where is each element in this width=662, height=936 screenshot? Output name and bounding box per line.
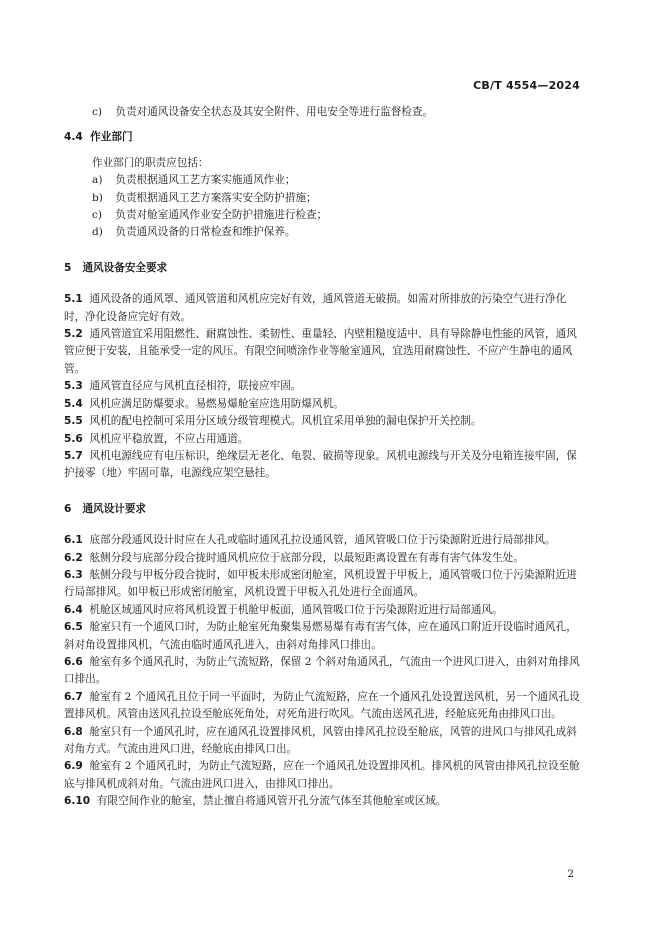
clause-number: 6.6 bbox=[64, 655, 83, 668]
clause-text: 风机电源线应有电压标识，绝缘层无老化、龟裂、破损等现象。风机电源线与开关及分电箱连接牢固，保护接零（地）牢固可靠，电源线应架空悬挂。 bbox=[64, 449, 577, 480]
list-item-text: 负责根据通风工艺方案落实安全防护措施； bbox=[115, 191, 317, 204]
clause-text: 舱室只有一个通风口时，为防止舱室死角聚集易燃易爆有毒有害气体，应在通风口附近开设临时通风孔，斜对角设置排风机，气流由临时通风孔进入，由斜对角排风口排出。 bbox=[64, 621, 577, 651]
list-item-d bbox=[64, 224, 582, 241]
section-number: 5 bbox=[64, 261, 72, 274]
clause-5-2 bbox=[64, 326, 582, 378]
clause-5-3 bbox=[64, 378, 582, 395]
section-number: 6 bbox=[64, 502, 72, 515]
clause-number: 5.5 bbox=[64, 415, 83, 428]
list-item-id: d) bbox=[92, 226, 103, 239]
clause-text: 机舱区域通风时应将风机设置于机舱甲板面，通风管吸口位于污染源附近进行局部通风。 bbox=[89, 603, 503, 616]
section-heading-5 bbox=[64, 260, 582, 277]
clause-text: 风机的配电控制可采用分区域分级管理模式。风机宜采用单独的漏电保护开关控制。 bbox=[89, 415, 482, 428]
clause-number: 6.5 bbox=[64, 621, 83, 634]
clause-text: 底部分段通风设计时应在人孔或临时通风孔拉设通风管，通风管吸口位于污染源附近进行局部排风。 bbox=[89, 534, 556, 547]
clause-text: 舷侧分段与甲板分段合拢时，如甲板未形成密闭舱室，风机设置于甲板上，通风管吸口位于污染源附近进行局部排风。如甲板已形成密闭舱室，风机设置于甲板入孔处进行全面通风。 bbox=[64, 568, 577, 599]
list-item-c bbox=[64, 207, 582, 224]
clause-text: 舱室有多个通风孔时，为防止气流短路，保留 2 个斜对角通风孔，气流由一个进风口进入，由斜对角排风口排出。 bbox=[64, 655, 580, 686]
section-heading-4-4 bbox=[64, 129, 582, 146]
clause-5-4 bbox=[64, 396, 582, 413]
clause-5-1 bbox=[64, 291, 582, 326]
section-title: 作业部门 bbox=[90, 131, 133, 144]
clause-text: 舱室只有一个通风孔时，应在通风孔设置排风机，风管由排风孔拉设至舱底，风管的进风口与排风孔成斜对角方式。气流由进风口进，经舱底由排风口出。 bbox=[64, 725, 577, 755]
list-item-text: 负责对通风设备安全状态及其安全附件、用电安全等进行监督检查。 bbox=[115, 106, 434, 118]
page-number: 2 bbox=[567, 868, 574, 880]
clause-6-5 bbox=[64, 619, 582, 654]
list-item-a bbox=[64, 172, 582, 189]
clause-text: 通风管道宜采用阻燃性、耐腐蚀性、柔韧性、重量轻、内壁粗糙度适中、具有导除静电性能的风管，通风管应便于安装，且能承受一定的风压。有限空间喷涂作业等舱室通风，宜选用耐腐蚀性、不应产生静电的通风管。 bbox=[64, 328, 577, 375]
clause-number: 5.1 bbox=[64, 293, 83, 306]
clause-6-7 bbox=[64, 689, 582, 724]
clause-number: 6.3 bbox=[64, 568, 83, 581]
section-heading-6 bbox=[64, 501, 582, 518]
document-body bbox=[64, 104, 582, 811]
clause-6-1 bbox=[64, 532, 582, 549]
list-item-text: 负责通风设备的日常检查和维护保养。 bbox=[115, 226, 296, 239]
clause-6-2 bbox=[64, 550, 582, 567]
clause-text: 风机应平稳放置，不应占用通道。 bbox=[89, 432, 249, 445]
list-item-b bbox=[64, 190, 582, 207]
clause-number: 5.6 bbox=[64, 432, 83, 445]
clause-5-6 bbox=[64, 431, 582, 448]
list-item-id: c) bbox=[92, 209, 103, 222]
clause-text: 舱室有 2 个通风孔且位于同一平面时，为防止气流短路，应在一个通风孔处设置送风机，另一个通风孔设置排风机。风管由送风孔拉设至舱底死角处，对死角进行吹风。气流由送风孔进，经舱底死角由排风口出。 bbox=[64, 690, 580, 721]
clause-number: 5.4 bbox=[64, 397, 83, 410]
clause-6-6 bbox=[64, 654, 582, 689]
clause-number: 6.1 bbox=[64, 534, 83, 547]
clause-number: 6.8 bbox=[64, 725, 83, 738]
list-item-text: 负责对舱室通风作业安全防护措施进行检查； bbox=[115, 209, 328, 222]
section-number: 4.4 bbox=[64, 131, 83, 144]
clause-5-5 bbox=[64, 413, 582, 430]
clause-text: 有限空间作业的舱室，禁止擅自将通风管开孔分流气体至其他舱室或区域。 bbox=[96, 795, 447, 808]
clause-6-9 bbox=[64, 758, 582, 793]
section-intro: 作业部门的职责应包括： bbox=[92, 156, 209, 169]
standard-code: CB/T 4554—2024 bbox=[473, 79, 580, 92]
clause-number: 5.7 bbox=[64, 449, 83, 462]
clause-number: 6.2 bbox=[64, 551, 83, 564]
clause-6-10 bbox=[64, 793, 582, 810]
clause-number: 6.10 bbox=[64, 795, 91, 808]
clause-text: 通风设备的通风罩、通风管道和风机应完好有效，通风管道无破损。如需对所排放的污染空气进行净化时，净化设备应完好有效。 bbox=[64, 293, 567, 323]
clause-text: 舱室有 2 个通风孔时，为防止气流短路，应在一个通风孔处设置排风机。排风机的风管由排风孔拉设至舱底与排风机成斜对角。气流由进风口进入，由排风口排出。 bbox=[64, 760, 580, 790]
clause-text: 舷侧分段与底部分段合拢时通风机应位于底部分段，以最短距离设置在有毒有害气体发生处。 bbox=[89, 551, 524, 564]
clause-number: 5.3 bbox=[64, 380, 83, 393]
clause-number: 6.7 bbox=[64, 690, 83, 703]
clause-number: 6.4 bbox=[64, 603, 83, 616]
clause-6-8 bbox=[64, 724, 582, 759]
clause-6-3 bbox=[64, 567, 582, 602]
list-item-c-top bbox=[64, 104, 582, 121]
section-title: 通风设备安全要求 bbox=[82, 261, 168, 274]
list-item-id: a) bbox=[92, 174, 103, 187]
list-item-id: c) bbox=[92, 106, 103, 118]
clause-6-4 bbox=[64, 602, 582, 619]
clause-5-7 bbox=[64, 448, 582, 483]
list-item-id: b) bbox=[92, 191, 103, 204]
list-item-text: 负责根据通风工艺方案实施通风作业； bbox=[115, 174, 296, 187]
clause-number: 6.9 bbox=[64, 760, 83, 773]
clause-text: 通风管直径应与风机直径相符，联接应牢固。 bbox=[89, 380, 302, 393]
clause-text: 风机应满足防爆要求。易燃易爆舱室应选用防爆风机。 bbox=[89, 397, 344, 410]
section-title: 通风设计要求 bbox=[82, 502, 147, 515]
clause-number: 5.2 bbox=[64, 328, 83, 341]
